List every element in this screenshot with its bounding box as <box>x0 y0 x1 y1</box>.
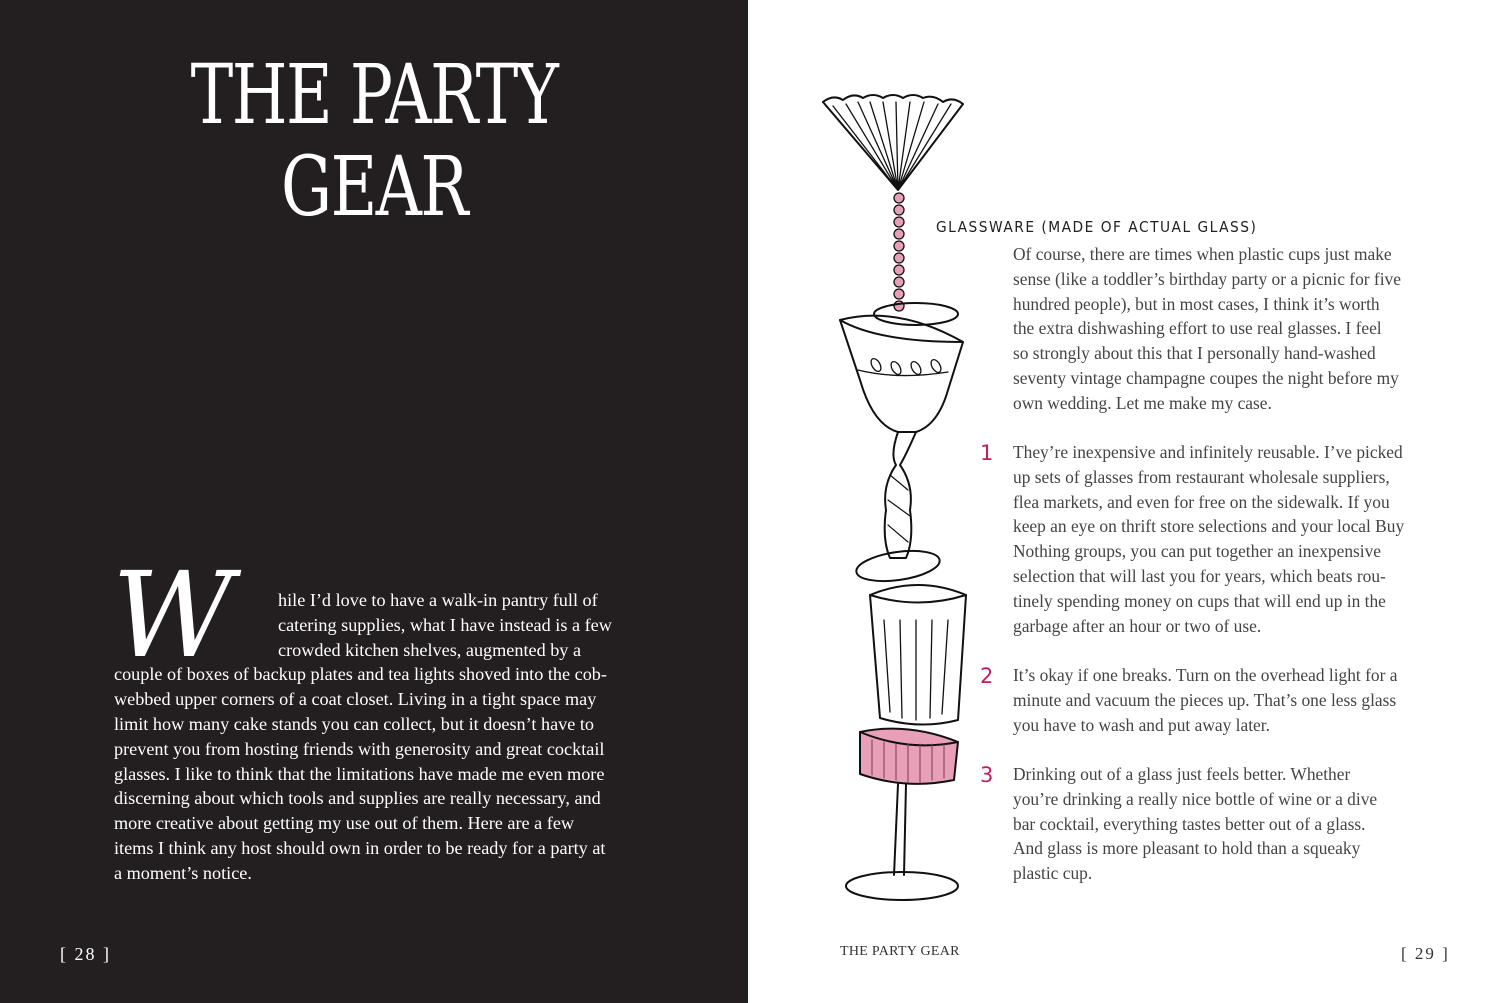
list-item <box>1013 663 1443 737</box>
body-line: keep an eye on thrift store selections and your local Buy <box>1013 516 1405 537</box>
intro-paragraph <box>114 588 634 886</box>
body-line: bar cocktail, everything tastes better out of a glass. <box>1013 813 1366 834</box>
body-line: catering supplies, what I have instead is a few <box>278 614 612 635</box>
body-line: items I think any host should own in order to be ready for a party at <box>114 837 606 858</box>
body-line: And glass is more pleasant to hold than a squeaky <box>1013 838 1361 859</box>
body-line: selection that will last you for years, which beats rou- <box>1013 565 1386 586</box>
body-line: glasses. I like to think that the limitations have made me even more <box>114 763 605 784</box>
list-number: 2 <box>980 664 994 688</box>
intro-paragraph <box>1013 242 1438 416</box>
body-line: discerning about which tools and supplies are really necessary, and <box>114 788 601 809</box>
page-number-right: [ 29 ] <box>1401 944 1450 963</box>
body-line: They’re inexpensive and infinitely reusable. I’ve picked <box>1013 442 1403 462</box>
body-line: Of course, there are times when plastic cups just make <box>1013 244 1392 264</box>
title-line-2: GEAR <box>281 140 467 235</box>
body-line: prevent you from hosting friends with generosity and great cocktail <box>114 738 605 759</box>
body-line: plastic cup. <box>1013 863 1093 884</box>
body-line: you have to wash and put away later. <box>1013 714 1270 735</box>
body-line: you’re drinking a really nice bottle of wine or a dive <box>1013 788 1378 809</box>
body-line: Nothing groups, you can put together an inexpensive <box>1013 541 1382 562</box>
left-page <box>0 0 748 1003</box>
body-line: tinely spending money on cups that will end up in the <box>1013 590 1386 611</box>
stacked-glassware-icon <box>798 80 988 920</box>
section-heading: GLASSWARE (MADE OF ACTUAL GLASS) <box>936 218 1258 236</box>
body-line: couple of boxes of backup plates and tea lights shoved into the cob- <box>114 664 607 685</box>
body-line: flea markets, and even for free on the sidewalk. If you <box>1013 491 1390 512</box>
body-line: minute and vacuum the pieces up. That’s one less glass <box>1013 689 1397 710</box>
body-line: garbage after an hour or two of use. <box>1013 615 1262 636</box>
body-line: up sets of glasses from restaurant wholesale suppliers, <box>1013 466 1390 487</box>
body-line: Drinking out of a glass just feels better. Whether <box>1013 764 1351 784</box>
body-line: so strongly about this that I personally hand-washed <box>1013 343 1376 364</box>
body-line: more creative about getting my use out of them. Here are a few <box>114 813 575 834</box>
list-number: 1 <box>980 441 994 465</box>
list-item <box>1013 440 1443 638</box>
page-number-left: [ 28 ] <box>60 944 111 964</box>
body-line: a moment’s notice. <box>114 862 252 883</box>
right-page <box>748 0 1500 1003</box>
body-line: It’s okay if one breaks. Turn on the overhead light for a <box>1013 665 1398 685</box>
list-number: 3 <box>980 763 994 787</box>
body-line: crowded kitchen shelves, augmented by a <box>278 639 582 660</box>
body-line: hile I’d love to have a walk-in pantry full of <box>278 590 598 610</box>
page-title <box>82 50 665 234</box>
title-line-1: THE PARTY <box>190 48 558 143</box>
body-line: own wedding. Let me make my case. <box>1013 392 1272 413</box>
drop-cap: W <box>112 546 234 684</box>
body-line: hundred people), but in most cases, I think it’s worth <box>1013 293 1380 314</box>
running-head: THE PARTY GEAR <box>840 944 960 959</box>
body-line: sense (like a toddler’s birthday party or a picnic for five <box>1013 268 1401 289</box>
body-line: limit how many cake stands you can collect, but it doesn’t have to <box>114 713 595 734</box>
body-line: webbed upper corners of a coat closet. Living in a tight space may <box>114 689 597 710</box>
body-line: seventy vintage champagne coupes the night before my <box>1013 367 1399 388</box>
body-line: the extra dishwashing effort to use real glasses. I feel <box>1013 318 1382 339</box>
list-item <box>1013 762 1443 886</box>
